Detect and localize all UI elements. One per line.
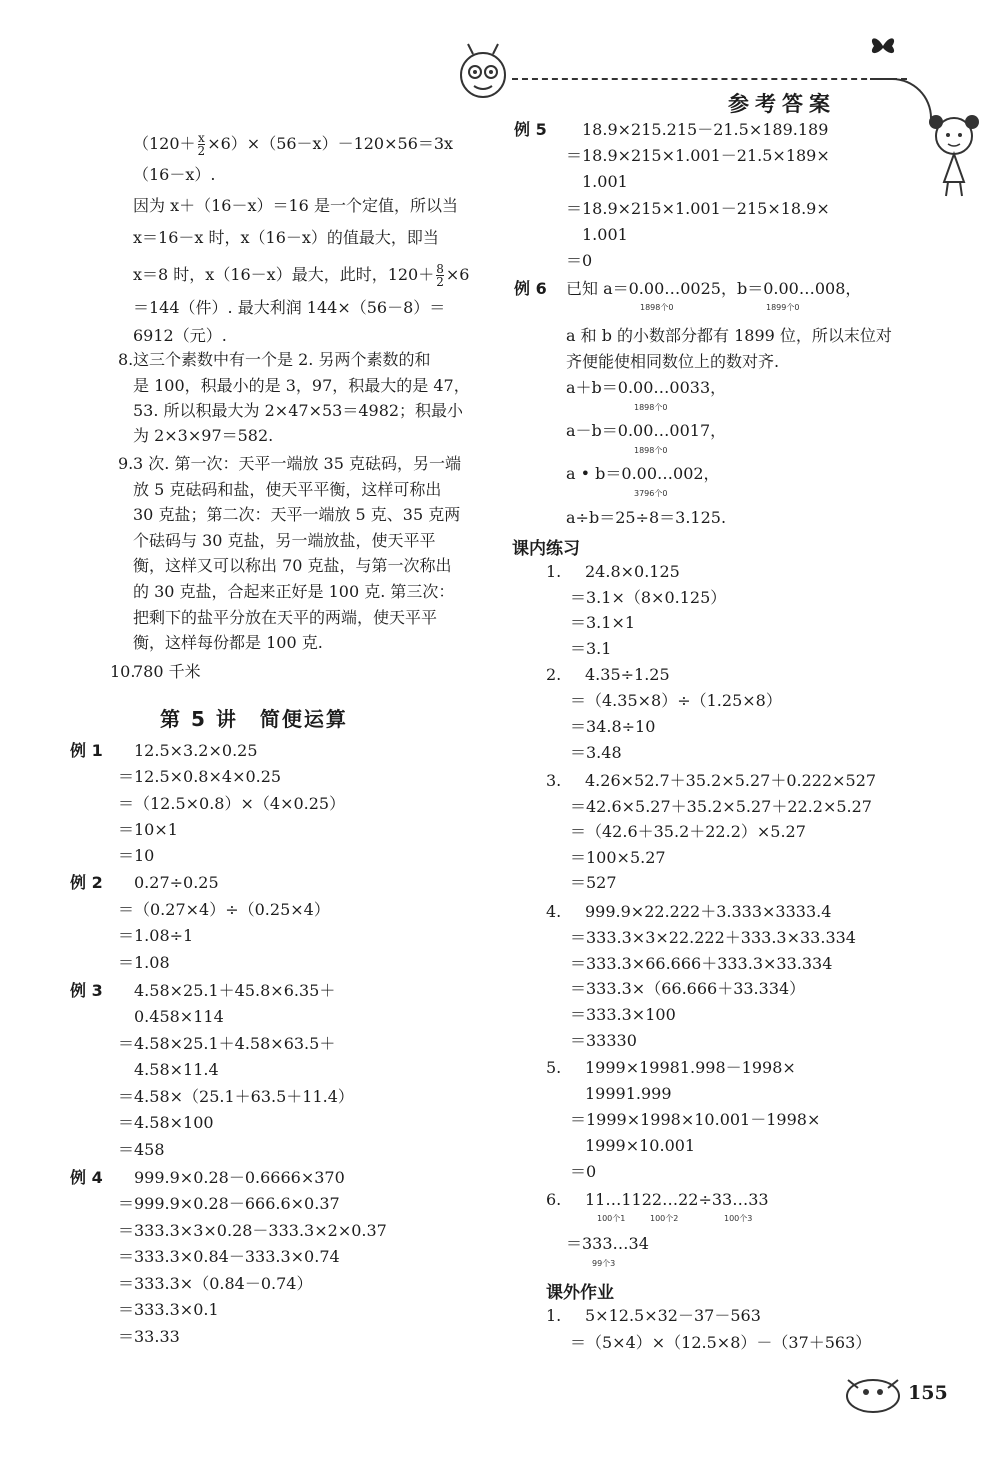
zero-count-brace: 1898个0	[634, 446, 668, 455]
item-line: 1999×19981.998－1998×	[585, 1058, 796, 1077]
example-line: 4.58×25.1＋45.8×6.35＋	[134, 981, 336, 1000]
example-line: a－b＝0.00…0017，	[566, 421, 727, 440]
butterfly-icon	[868, 34, 898, 58]
solution-line: x＝8 时，x（16－x）最大，此时，120＋ $\frac{8}{2}$ ×6	[133, 262, 470, 289]
digit-count-brace: 100个3	[724, 1214, 753, 1223]
item-number: 3.	[546, 771, 562, 790]
example-line: 0.458×114	[134, 1007, 224, 1026]
header-dashed-line	[512, 78, 907, 80]
item-line: 是 100，积最小的是 3，97，积最大的是 47，	[133, 376, 470, 395]
example-label: 例 1	[70, 741, 103, 760]
item-line: ＝（4.35×8）÷（1.25×8）	[570, 691, 782, 710]
example-label: 例 4	[70, 1168, 103, 1187]
item-number: 6.	[546, 1190, 562, 1209]
item-number: 2.	[546, 665, 562, 684]
example-line: 12.5×3.2×0.25	[134, 741, 258, 760]
example-line: ＝333.3×0.84－333.3×0.74	[118, 1247, 340, 1266]
item-line: 780 千米	[133, 662, 201, 681]
item-line: 24.8×0.125	[585, 562, 680, 581]
item-line: ＝333.3×66.666＋333.3×33.334	[570, 954, 833, 973]
zero-count-brace: 1899个0	[766, 303, 800, 312]
item-line: 的 30 克盐，合起来正好是 100 克. 第三次：	[133, 582, 455, 601]
item-number: 5.	[546, 1058, 562, 1077]
example-line: a÷b＝25÷8＝3.125.	[566, 508, 727, 527]
example-label: 例 5	[514, 120, 547, 139]
example-label: 例 6	[514, 279, 547, 298]
example-label: 例 2	[70, 873, 103, 892]
item-line: ＝100×5.27	[570, 848, 666, 867]
example-line: a • b＝0.00…002，	[566, 464, 720, 483]
item-line: 53. 所以积最大为 2×47×53＝4982；积最小	[133, 401, 464, 420]
example-line: ＝458	[118, 1140, 165, 1159]
item-line: 衡，这样又可以称出 70 克盐，与第一次称出	[133, 556, 452, 575]
example-line: ＝333.3×0.1	[118, 1300, 219, 1319]
example-line: ＝4.58×（25.1＋63.5＋11.4）	[118, 1087, 354, 1106]
item-line: 放 5 克砝码和盐，使天平平衡，这样可称出	[133, 480, 442, 499]
cartoon-character-icon	[838, 1368, 908, 1418]
example-line: ＝10×1	[118, 820, 178, 839]
example-line: ＝18.9×215×1.001－21.5×189×	[566, 146, 830, 165]
example-line: ＝4.58×25.1＋4.58×63.5＋	[118, 1034, 336, 1053]
item-line: 5×12.5×32－37－563	[585, 1306, 761, 1325]
item-line: ＝34.8÷10	[570, 717, 656, 736]
example-line: a 和 b 的小数部分都有 1899 位，所以末位对	[566, 326, 892, 345]
page-number: 155	[908, 1382, 948, 1404]
example-line: ＝999.9×0.28－666.6×0.37	[118, 1194, 340, 1213]
item-line: 11…1122…22÷33…33	[585, 1190, 769, 1209]
example-label: 例 3	[70, 981, 103, 1000]
solution-line: （16－x）.	[133, 165, 216, 184]
example-line: a＋b＝0.00…0033，	[566, 378, 727, 397]
item-number: 1.	[546, 562, 562, 581]
item-line: 999.9×22.222＋3.333×3333.4	[585, 902, 832, 921]
item-line: ＝（42.6＋35.2＋22.2）×5.27	[570, 822, 806, 841]
solution-line: x＝16－x 时，x（16－x）的值最大，即当	[133, 228, 439, 247]
cartoon-girl-icon	[920, 108, 988, 200]
item-line: ＝333…34	[566, 1234, 649, 1253]
item-line: ＝33330	[570, 1031, 637, 1050]
item-line: 1999×10.001	[585, 1136, 696, 1155]
item-line: ＝3.48	[570, 743, 622, 762]
item-number: 1.	[546, 1306, 562, 1325]
example-line: ＝333.3×3×0.28－333.3×2×0.37	[118, 1221, 387, 1240]
digit-count-brace: 100个2	[650, 1214, 679, 1223]
item-number: 4.	[546, 902, 562, 921]
example-line: ＝12.5×0.8×4×0.25	[118, 767, 282, 786]
item-line: 19991.999	[585, 1084, 672, 1103]
example-line: 4.58×11.4	[134, 1060, 219, 1079]
digit-count-brace: 99个3	[592, 1259, 616, 1268]
example-line: ＝4.58×100	[118, 1113, 214, 1132]
example-line: ＝33.33	[118, 1327, 180, 1346]
example-line: ＝18.9×215×1.001－215×18.9×	[566, 199, 830, 218]
example-line: ＝（12.5×0.8）×（4×0.25）	[118, 794, 346, 813]
solution-line: ＝144（件）. 最大利润 144×（56－8）＝	[133, 298, 446, 317]
item-line: ＝3.1×1	[570, 613, 636, 632]
solution-line: 因为 x＋（16－x）＝16 是一个定值，所以当	[133, 196, 458, 215]
item-line: 这三个素数中有一个是 2. 另两个素数的和	[133, 350, 431, 369]
example-line: ＝10	[118, 846, 155, 865]
example-line: ＝0	[566, 251, 593, 270]
item-line: 4.35÷1.25	[585, 665, 670, 684]
header-title: 参考答案	[728, 92, 836, 116]
item-line: ＝0	[570, 1162, 597, 1181]
example-line: 0.27÷0.25	[134, 873, 219, 892]
item-line: ＝333.3×（66.666＋33.334）	[570, 979, 806, 998]
zero-count-brace: 3796个0	[634, 489, 668, 498]
item-number: 9.	[118, 454, 134, 473]
item-line: 个砝码与 30 克盐，另一端放盐，使天平平	[133, 531, 436, 550]
item-line: 30 克盐；第二次：天平一端放 5 克、35 克两	[133, 505, 461, 524]
example-line: 1.001	[582, 172, 628, 191]
item-line: ＝1999×1998×10.001－1998×	[570, 1110, 821, 1129]
item-line: ＝333.3×100	[570, 1005, 676, 1024]
lecture-title: 第 5 讲 简便运算	[160, 707, 348, 731]
example-line: 1.001	[582, 225, 628, 244]
item-line: ＝（5×4）×（12.5×8）－（37＋563）	[570, 1333, 872, 1352]
solution-line: 6912（元）.	[133, 326, 227, 345]
section-title-homework: 课外作业	[546, 1283, 614, 1303]
section-title-class-practice: 课内练习	[512, 539, 580, 559]
example-line: 已知 a＝0.00…0025，b＝0.00…008，	[566, 279, 862, 298]
item-line: ＝527	[570, 873, 617, 892]
item-line: 3 次. 第一次：天平一端放 35 克砝码，另一端	[133, 454, 461, 473]
item-line: 为 2×3×97＝582.	[133, 426, 274, 445]
fraction: $\frac{8}{2}$	[436, 262, 444, 289]
solution-line: （120＋ $\frac{x}{2}$ ×6）×（56－x）－120×56＝3x	[133, 131, 454, 158]
item-line: 衡，这样每份都是 100 克.	[133, 633, 323, 652]
zero-count-brace: 1898个0	[634, 403, 668, 412]
zero-count-brace: 1898个0	[640, 303, 674, 312]
item-line: ＝42.6×5.27＋35.2×5.27＋22.2×5.27	[570, 797, 872, 816]
digit-count-brace: 100个1	[597, 1214, 626, 1223]
item-line: ＝3.1×（8×0.125）	[570, 588, 727, 607]
cartoon-bug-icon	[448, 40, 518, 110]
item-line: ＝3.1	[570, 639, 612, 658]
item-line: ＝333.3×3×22.222＋333.3×33.334	[570, 928, 856, 947]
example-line: ＝1.08÷1	[118, 926, 194, 945]
item-number: 10.	[110, 662, 136, 681]
example-line: ＝333.3×（0.84－0.74）	[118, 1274, 313, 1293]
item-number: 8.	[118, 350, 134, 369]
item-line: 把剩下的盐平分放在天平的两端，使天平平	[133, 608, 438, 627]
example-line: 999.9×0.28－0.6666×370	[134, 1168, 345, 1187]
example-line: ＝1.08	[118, 953, 170, 972]
example-line: 齐便能使相同数位上的数对齐.	[566, 352, 780, 371]
example-line: ＝（0.27×4）÷（0.25×4）	[118, 900, 330, 919]
example-line: 18.9×215.215－21.5×189.189	[582, 120, 829, 139]
item-line: 4.26×52.7＋35.2×5.27＋0.222×527	[585, 771, 877, 790]
fraction: $\frac{x}{2}$	[197, 131, 206, 158]
